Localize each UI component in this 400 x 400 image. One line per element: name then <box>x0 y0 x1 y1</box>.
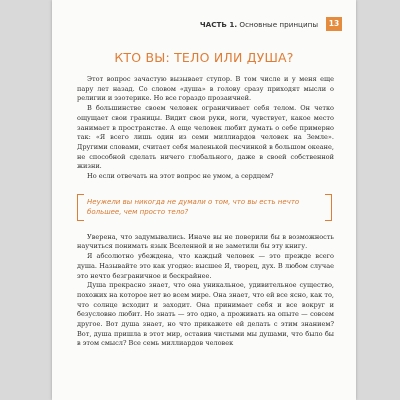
paragraph: Но если отвечать на этот вопрос не умом, а сердцем? <box>87 172 274 181</box>
paragraph: Уверена, что задумывались. Иначе вы не поверили бы в возможность научиться понимать язык Вселенной и не заметили бы эту книгу. <box>77 232 334 251</box>
quote-bracket-left <box>77 194 84 221</box>
page-number: 13 <box>326 17 342 31</box>
chapter-title: КТО ВЫ: ТЕЛО ИЛИ ДУША? <box>114 50 294 65</box>
pull-quote <box>77 194 332 221</box>
quote-text: Неужели вы никогда не думали о том, что вы есть нечто большее, чем просто тело? <box>87 197 300 216</box>
running-header <box>52 17 356 31</box>
quote-bracket-right <box>325 194 332 221</box>
paragraph: Я абсолютно убеждена, что каждый человек — это прежде всего душа. Называйте это как угодно: высшее Я, творец, дух. В любом случае это нечто безграничное и бескрайнее. <box>77 252 334 280</box>
part-label: ЧАСТЬ 1. <box>199 20 238 29</box>
header-text <box>200 20 318 29</box>
paragraph: Этот вопрос зачастую вызывает ступор. В том числе и у меня еще пару лет назад. Со словом «душа» в голову сразу приходят мысли о религии и эзотерике. Но все гораздо прозаичней. <box>77 75 334 103</box>
paragraph: В большинстве своем человек ограничивает себя телом. Он четко ощущает свои границы. Видит свои руки, ноги, чувствует, какое место занимает в пространстве. А еще человек любит думать о себе примерно так: «Я всего лишь один из семи миллиардов человек на Земле». Другими словами, считает себя маленькой песчинкой в большом океане, не способной сделать ничего глобального, даже в своей собственной жизни. <box>77 104 334 171</box>
book-page <box>52 0 356 400</box>
body-text <box>77 75 334 349</box>
part-title: Основные принципы <box>239 20 318 29</box>
paragraph: Душа прекрасно знает, что она уникальное, удивительное существо, похожих на которое нет во всем мире. Она знает, что ей все ясно, как то, что солнце всходит и заходит. Она принимает себя и все вокруг и безусловно любит. Но знать — это одно, а проживать на опыте — совсем другое. Вот душа знает, но что прикажете ей делать с этим знанием? Вот, душа пришла в этот мир, оставив чистыми мы душами, что было бы в этом смысл? Все семь миллиардов человек <box>77 281 334 348</box>
